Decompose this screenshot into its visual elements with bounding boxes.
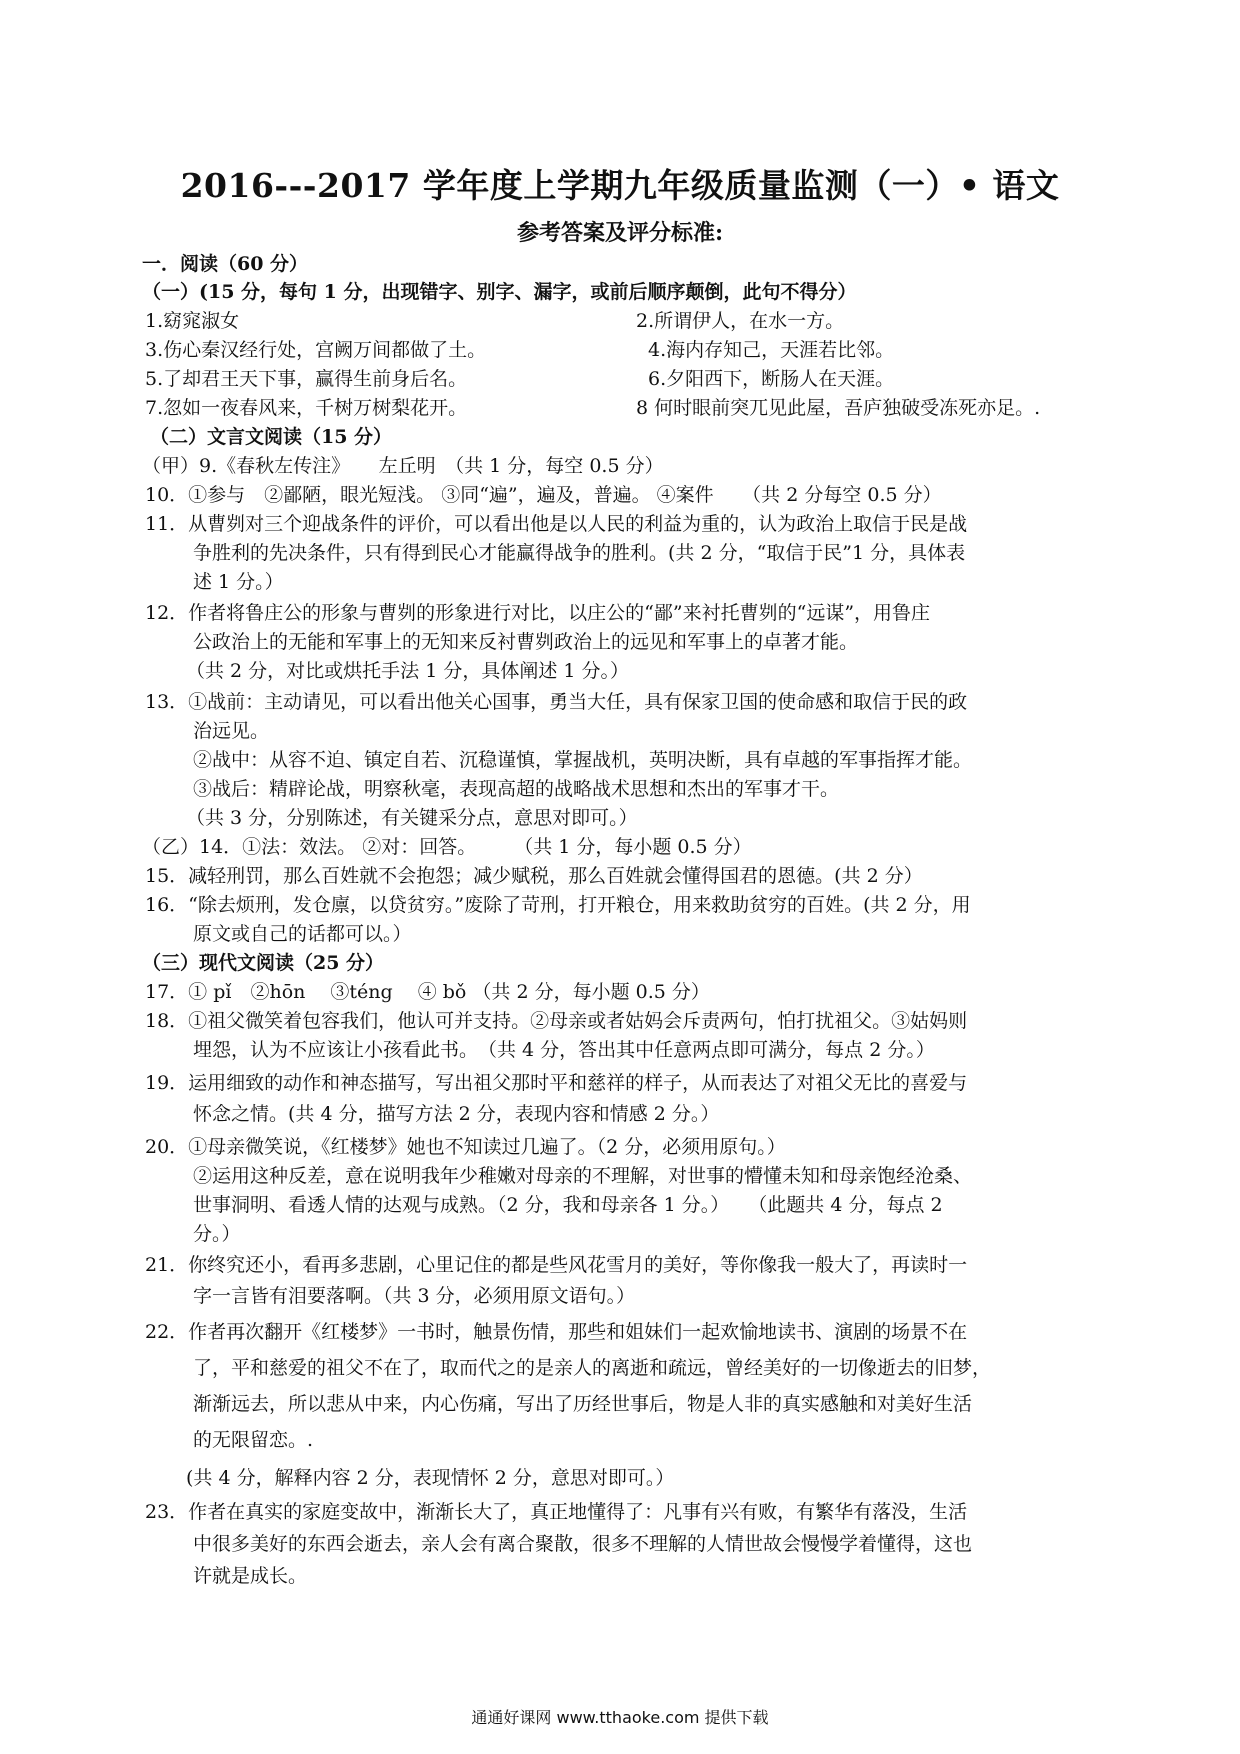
answer-5: 5.了却君王天下事，赢得生前身后名。 [145,368,468,390]
answer-6: 6.夕阳西下，断肠人在天涯。 [648,368,895,390]
answer-17: 17．① pǐ ②hōn ③téng ④ bǒ （共 2 分，每小题 0.5 分） [145,981,710,1003]
answer-8: 8 何时眼前突兀见此屋，吾庐独破受冻死亦足。. [636,397,1041,419]
answer-23-line-2: 中很多美好的东西会逝去，亲人会有离合聚散，很多不理解的人情世故会慢慢学着懂得，这也 [193,1533,973,1555]
answer-22-line-4: 的无限留恋。. [193,1429,314,1451]
answer-3: 3.伤心秦汉经行处，宫阙万间都做了土。 [145,339,487,361]
answer-2: 2.所谓伊人，在水一方。 [636,310,845,332]
answer-13-line-3: ②战中：从容不迫、镇定自若、沉稳谨慎，掌握战机，英明决断，具有卓越的军事指挥才能。 [193,749,973,771]
answer-20-line-4: 分。） [193,1223,241,1245]
section-classical-heading: （二）文言文阅读（15 分） [150,426,393,448]
answer-18-line-2: 埋怨，认为不应该让小孩看此书。 （共 4 分，答出其中任意两点即可满分，每点 2 分。） [193,1039,935,1061]
answer-18-line-1: 18．①祖父微笑着包容我们，他认可并支持。②母亲或者姑妈会斥责两句，怕打扰祖父。③姑妈则 [145,1010,968,1032]
answer-13-line-4: ③战后：精辟论战，明察秋毫，表现高超的战略战术思想和杰出的军事才干。 [193,778,840,800]
answer-21-line-1: 21．你终究还小，看再多悲剧，心里记住的都是些风花雪月的美好，等你像我一般大了，再读时一 [145,1254,968,1276]
answer-22-line-1: 22．作者再次翻开《红楼梦》一书时，触景伤情，那些和姐妹们一起欢愉地读书、演剧的场景不在 [145,1321,968,1343]
answer-13-line-2: 治远见。 [193,720,270,742]
answer-19-line-2: 怀念之情。(共 4 分，描写方法 2 分，表现内容和情感 2 分。） [193,1103,720,1125]
answer-1: 1.窈窕淑女 [145,310,240,332]
answer-13-line-1: 13．①战前：主动请见，可以看出他关心国事，勇当大任，具有保家卫国的使命感和取信于民的政 [145,691,968,713]
section-poetry-heading: （一）(15 分，每句 1 分，出现错字、别字、漏字，或前后顺序颠倒，此句不得分） [142,281,857,303]
answer-15: 15．减轻刑罚，那么百姓就不会抱怨；减少赋税，那么百姓就会懂得国君的恩德。(共 2 分） [145,865,923,887]
answer-22-line-3: 渐渐远去，所以悲从中来，内心伤痛，写出了历经世事后，物是人非的真实感触和对美好生活 [193,1393,973,1415]
answer-16-line-2: 原文或自己的话都可以。） [193,923,412,945]
answer-21-line-2: 字一言皆有泪要落啊。（共 3 分，必须用原文语句。） [193,1285,636,1307]
section-reading-heading: 一．阅读（60 分） [142,253,309,275]
answer-7: 7.忽如一夜春风来，千树万树梨花开。 [145,397,468,419]
answer-13-line-5: （共 3 分，分别陈述，有关键采分点，意思对即可。） [186,807,638,829]
answer-20-line-2: ②运用这种反差，意在说明我年少稚嫩对母亲的不理解，对世事的懵懂未知和母亲饱经沧桑、 [193,1165,973,1187]
answer-10: 10．①参与 ②鄙陋，眼光短浅。 ③同“遍”，遍及，普遍。 ④案件 （共 2 分每空 0.5 分） [145,484,942,506]
answer-12-line-3: （共 2 分，对比或烘托手法 1 分，具体阐述 1 分。） [186,660,630,682]
answer-12-line-2: 公政治上的无能和军事上的无知来反衬曹刿政治上的远见和军事上的卓著才能。 [193,631,859,653]
page-subtitle: 参考答案及评分标准: [516,220,724,246]
answer-22-line-5: (共 4 分，解释内容 2 分，表现情怀 2 分，意思对即可。） [186,1467,675,1489]
answer-11-line-2: 争胜利的先决条件，只有得到民心才能赢得战争的胜利。(共 2 分，“取信于民”1 分，具体表 [193,542,966,564]
answer-14: （乙）14．①法：效法。 ②对：回答。 （共 1 分，每小题 0.5 分） [142,836,752,858]
section-modern-heading: （三）现代文阅读（25 分） [142,952,385,974]
answer-11-line-1: 11．从曹刿对三个迎战条件的评价，可以看出他是以人民的利益为重的，认为政治上取信于民是战 [145,513,968,535]
answer-20-line-1: 20．①母亲微笑说，《红楼梦》她也不知读过几遍了。（2 分，必须用原句。） [145,1136,786,1158]
page-footer: 通通好课网 www.tthaoke.com 提供下载 [471,1708,769,1727]
answer-19-line-1: 19．运用细致的动作和神态描写，写出祖父那时平和慈祥的样子，从而表达了对祖父无比的喜爱与 [145,1072,968,1094]
answer-9: （甲）9.《春秋左传注》 左丘明 （共 1 分，每空 0.5 分） [142,455,664,477]
answer-16-line-1: 16．“除去烦刑，发仓廪，以贷贫穷。”废除了苛刑，打开粮仓，用来救助贫穷的百姓。(共 2 分，用 [145,894,971,916]
answer-4: 4.海内存知己，天涯若比邻。 [648,339,895,361]
page-title: 2016---2017 学年度上学期九年级质量监测（一）• 语文 [180,166,1060,205]
answer-11-line-3: 述 1 分。） [193,571,284,593]
answer-12-line-1: 12．作者将鲁庄公的形象与曹刿的形象进行对比，以庄公的“鄙”来衬托曹刿的“远谋”，用鲁庄 [145,602,931,624]
answer-20-line-3: 世事洞明、看透人情的达观与成熟。（2 分，我和母亲各 1 分。） （此题共 4 分，每点 2 [193,1194,943,1216]
answer-23-line-3: 许就是成长。 [193,1565,308,1587]
answer-23-line-1: 23．作者在真实的家庭变故中，渐渐长大了，真正地懂得了：凡事有兴有败，有繁华有落没，生活 [145,1501,968,1523]
answer-22-line-2: 了，平和慈爱的祖父不在了，取而代之的是亲人的离逝和疏远，曾经美好的一切像逝去的旧梦， [193,1357,992,1379]
